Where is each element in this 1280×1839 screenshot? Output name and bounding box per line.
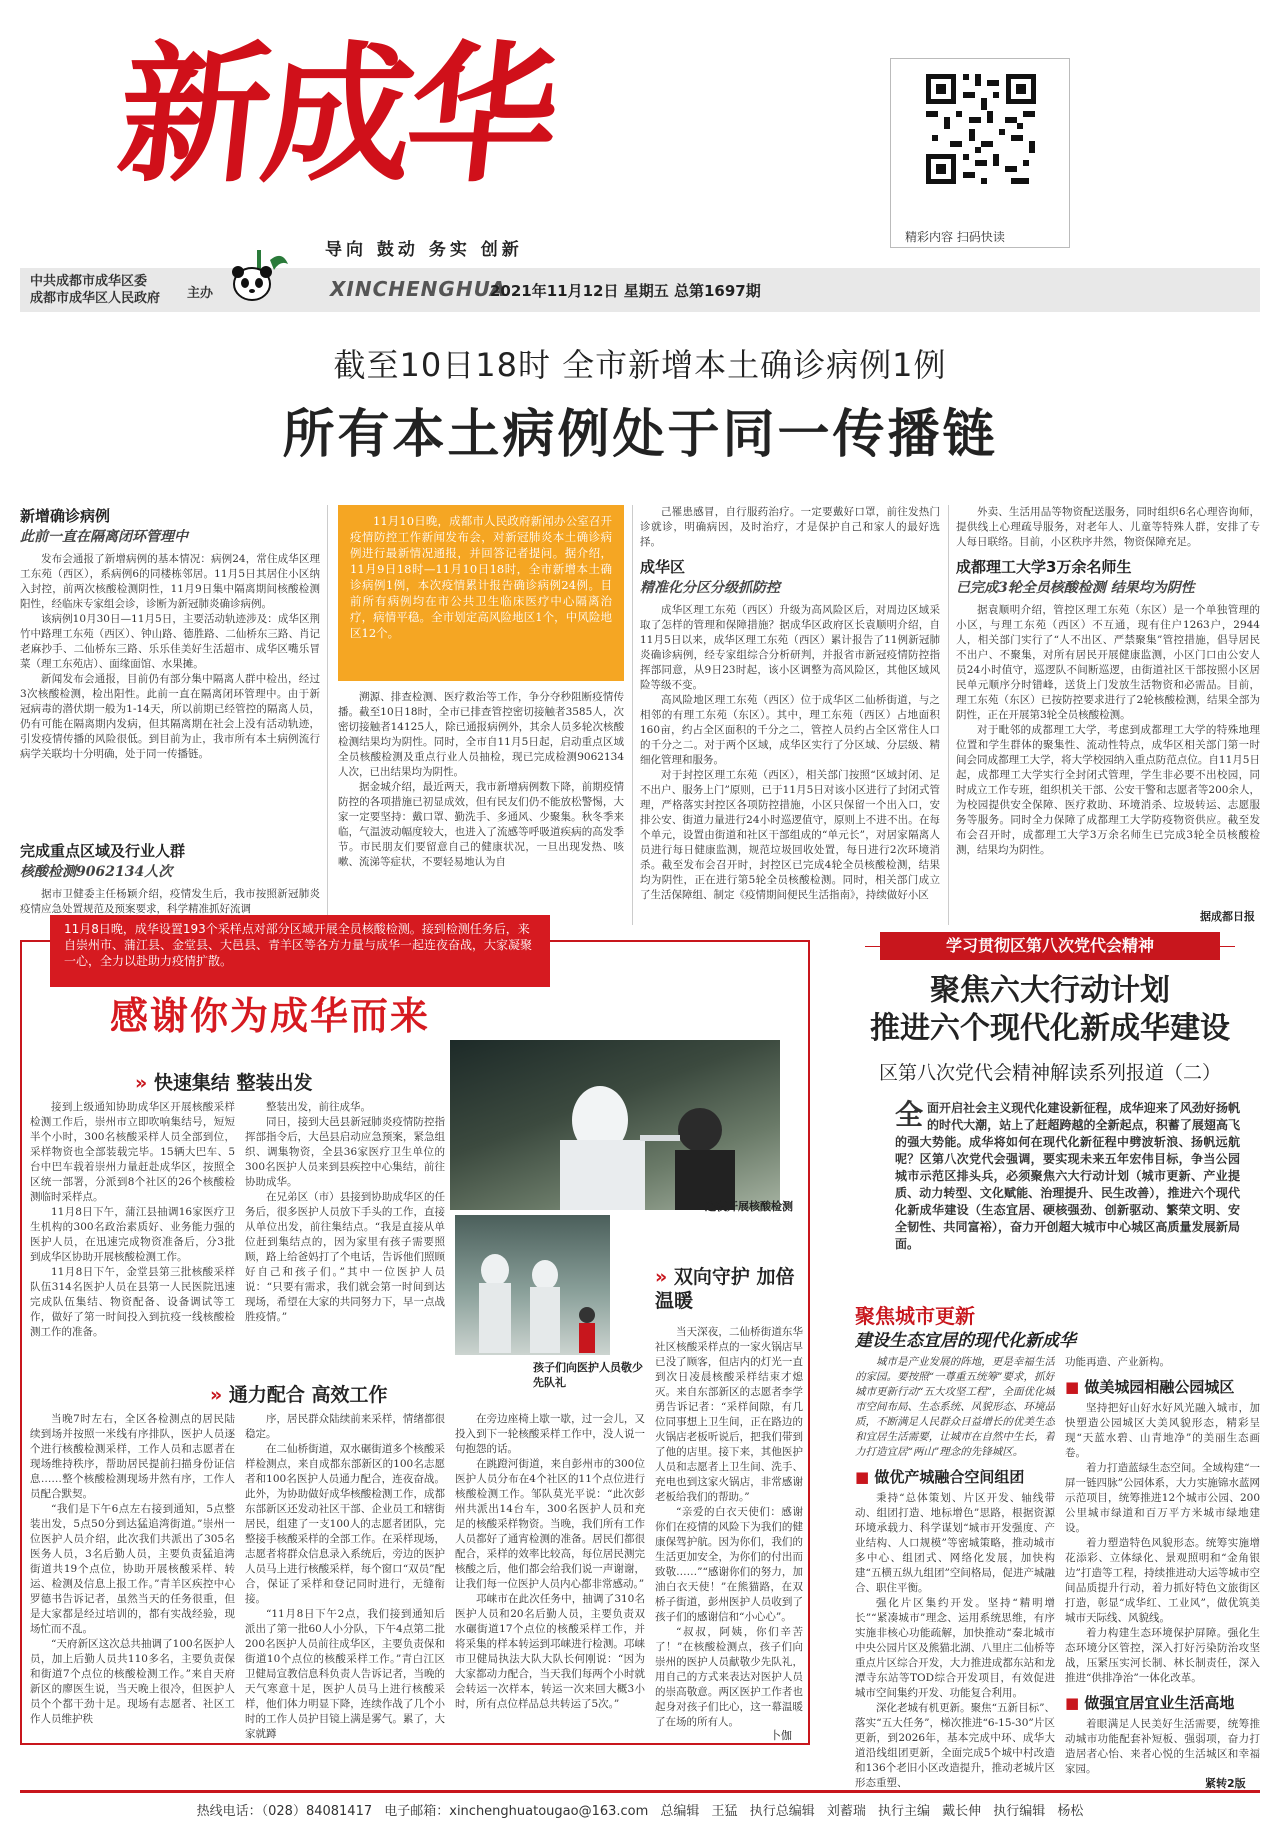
right-column-1	[855, 1355, 1055, 1789]
section-tag: 学习贯彻区第八次党代会精神	[880, 932, 1220, 960]
paragraph: 秉持“总体策划、片区开发、轴线带动、组团打造、地标增色”思路，根据资源环境承载力、科学谋划“城市开发强度、产业结构、人口规模”等密城策略，推动城市多中心、组团式、网络化发展，加快构建“五横五纵九组团”空间格局，促进产城融合、职住平衡。	[855, 1492, 1055, 1594]
right-section-1-heading: 聚焦城市更新	[855, 1304, 975, 1328]
chevron-right-icon: »	[655, 1266, 668, 1288]
right-intro	[895, 1100, 1240, 1288]
lead-column-4	[956, 505, 1260, 900]
footer: 热线电话：（028）84081417 电子邮箱：xinchenghuatougao@163.com 总编辑 王猛 执行总编辑 刘蓄瑞 执行主编 戴长伸 执行编辑 杨松	[196, 1804, 1084, 1819]
dropcap: 全	[895, 1098, 924, 1131]
paragraph: 新闻发布会通报，目前仍有部分集中隔离人群中检出，经过3次核酸检测，检出阳性。此前一直在隔离闭环管理中。由于新冠病毒的潜伏期一般为1-14天，所以前期已经管控的隔离人员，仍有可能在隔离期内发病，但其隔离期在社会上没有活动轨迹，引发疫情传播的风险很低。到目前为止，我市所有本土病例流行病学关联均十分明确，处于同一传播链。	[20, 673, 320, 760]
paragraph: 据袁顺明介绍，管控区理工东苑（东区）是一个单独管理的小区，与理工东苑（西区）不互通，现有住户1263户，2944人，相关部门实行了“人不出区、严禁聚集”管控措施，倡导居民不出户、不聚集，对所有居民开展健康监测，小区门口由公安人员24小时值守，巡逻队不间断巡逻，由街道社区干部按照小区居民单元顺序分时错峰，送货上门发放生活物资和必需品。目前，理工东苑（东区）已按防控要求进行了2轮核酸检测，结果全部为阴性，正在开展第3轮全员核酸检测。	[956, 604, 1260, 721]
lead-subhead: 截至10日18时 全市新增本土确诊病例1例	[333, 346, 947, 384]
right-section-1-subheading: 建设生态宜居的现代化新成华	[855, 1331, 1076, 1351]
feature-section-1-col-2	[245, 1100, 445, 1360]
summary-box	[338, 505, 624, 681]
paragraph: 溯源、排查检测、医疗救治等工作，争分夺秒阻断疫情传播。截至10日18时，全市已排查管控密切接触者3585人，次密切接触者14125人，除已通报病例外，其余人员多轮次核酸检测结果均为阴性。同时，全市自11月5日起，启动重点区域全员核酸检测及重点行业人员抽检，现已完成检测9062134人次，已出结果均为阴性。	[338, 691, 624, 778]
section-heading: 新增确诊病例	[20, 507, 111, 525]
jump-line[interactable]: 紧转2版	[1205, 1777, 1246, 1790]
paragraph: 功能再造、产业新构。	[1065, 1356, 1170, 1368]
paragraph: 着力塑造特色风貌形态。统筹实施增花添彩、立体绿化、景观照明和“金角银边”打造等工程，持续推进动大运等城市空间品质提升行动，着力抓好特色文旅街区打造，彰显“成华红、工业风”，做优筑美城市天际线、风貌线。	[1065, 1537, 1260, 1624]
masthead-slogan: 导向 鼓动 务实 创新	[325, 240, 523, 260]
feature-section-1-col-1	[30, 1100, 235, 1360]
paragraph: 坚持把好山好水好风光融入城市，加快塑造公园城区大美风貌形态，精彩呈现“天蓝水碧、山青地净”的美丽生态画卷。	[1065, 1402, 1260, 1459]
section-subheading: 已完成3轮全员核酸检测 结果均为阴性	[956, 580, 1195, 596]
photo2-caption: 孩子们向医护人员敬少先队礼	[533, 1361, 643, 1389]
paragraph: 邛崃市在此次任务中，抽调了310名医护人员和20名后勤人员，主要负责双水碾街道17个点位的核酸采样工作，并将采集的样本转运到邛崃进行检测。邛崃市卫健局执法大队大队长何刚说：“因为大家都动力配合，当天我们每两个小时就会转运一次样本，转运一次来回大概3小时，所有点位样品总共转运了5次。”	[455, 1593, 645, 1710]
lead-column-3	[640, 505, 940, 925]
right-title-line-2: 推进六个现代化新成华建设	[870, 1011, 1230, 1046]
section-heading: 成都理工大学3万余名师生	[956, 558, 1132, 576]
chevron-right-icon: »	[135, 1072, 148, 1094]
footer-rule	[20, 1790, 1260, 1793]
section-heading: 成华区	[640, 558, 686, 576]
source-credit: 据成都日报	[1200, 910, 1255, 923]
paragraph: 外卖、生活用品等物资配送服务，同时组织6名心理咨询师，提供线上心理疏导服务，对老年人、儿童等特殊人群，安排了专人每日联络。目前，小区秩序井然，物资保障充足。	[956, 506, 1260, 548]
square-bullet-icon: ■	[1065, 1378, 1080, 1396]
feature-section-3-heading: » 双向守护 加倍温暖	[655, 1266, 795, 1312]
paragraph: 城市是产业发展的阵地，更是幸福生活的家园。要按照“一尊重五统筹”要求，抓好城市更新行动“五大攻坚工程”，全面优化城市空间布局、生态系统、风貌形态、环境品质，不断满足人民群众日益增长的优美生态和宜居生活需要，让城市在自然中生长，着力打造宜居“两山”理念的先锋城区。	[855, 1356, 1055, 1458]
photo-children-salute	[455, 1215, 610, 1355]
paragraph: 据金城介绍，最近两天，我市新增病例数下降，前期疫情防控的各项措施已初显成效，但有民友们仍不能放松警惕，大家一定要坚持：戴口罩、勤洗手、多通风、少聚集。秋冬季来临，气温波动幅度较大，也进入了流感等呼吸道疾病的高发季节。市民朋友们要留意自己的健康状况，一旦出现发热、咳嗽、流涕等症状，不要轻易地认为自	[338, 781, 624, 868]
feature-section-2-col-2	[245, 1412, 445, 1740]
summary-text: 11月10日晚，成都市人民政府新闻办公室召开疫情防控工作新闻发布会，对新冠肺炎本土确诊病例进行最新情况通报，并回答记者提问。据介绍，11月9日18时—11月10日18时，全市新增本土确诊病例1例，本次疫情累计报告确诊病例24例。目前所有病例均在市公共卫生临床医疗中心隔离治疗，病情平稳。全市划定高风险地区1个，中风险地区12个。	[350, 514, 612, 640]
feature-banner: 11月8日晚，成华设置193个采样点对部分区域开展全员核酸检测。接到检测任务后，来自崇州市、蒲江县、金堂县、大邑县、青羊区等各方力量与成华一起连夜奋战，大家凝聚一心，全力以赴助力疫情扩散。	[50, 915, 550, 987]
paragraph: 着力打造蓝绿生态空间。全域构建“一屏一链四脉”公园体系，大力实施锦水蓝网示范项目，统筹推进12个城市公园、200公里城市绿道和百万平方米城市绿地建设。	[1065, 1462, 1260, 1534]
paragraph: 对于毗邻的成都理工大学，考虑到成都理工大学的特殊地理位置和学生群体的聚集性、流动性特点，成华区相关部门第一时间会同成都理工大学，将大学校园纳入重点防范点位。自11月5日起，成都理工大学实行全封闭式管理，学生非必要不出校园，同时成立工作专班，组织机关干部、公安干警和志愿者等200余人，为校园提供安全保障、医疗救助、环境消杀、垃圾转运、志愿服务等服务。同时全力保障了成都理工大学防疫物资供应。截至发布会召开时，成都理工大学3万余名师生已完成3轮全员核酸检测，结果均为阴性。	[956, 724, 1260, 856]
paragraph: 据市卫健委主任杨颖介绍，疫情发生后，我市按照新冠肺炎疫情应急处置规范及预案要求，科学精准抓好流调	[20, 888, 320, 915]
paragraph: 在跳蹬河街道，来自彭州市的300位医护人员分布在4个社区的11个点位进行核酸检测工作。邹队莫光平说：“此次彭州共派出14台车，300名医护人员和充足的核酸采样物资。当晚，我们所有工作人员都好了通宵检测的准备。居民们都很配合，采样的效率比较高，每位居民测完核酸之后，他们都会给我们说一声谢谢，让我们每一位医护人员内心都非常感动。”	[455, 1458, 645, 1590]
paragraph: 发布会通报了新增病例的基本情况：病例24，常住成华区理工东苑（西区），系病例6的同楼栋邻居。11月5日其居住小区纳入封控，前两次核酸检测阴性，11月9日集中隔离期间核酸检测阳性，经临床专家组会诊，诊断为新冠肺炎确诊病例。	[20, 553, 320, 610]
panda-icon	[230, 250, 290, 305]
right-title-line-1: 聚焦六大行动计划	[930, 973, 1170, 1008]
right-subtitle: 区第八次党代会精神解读系列报道（二）	[878, 1062, 1221, 1084]
feature-section-2-col-1	[30, 1412, 235, 1737]
sponsor-line-2: 成都市成华区人民政府	[30, 291, 161, 306]
lead-headline[interactable]: 所有本土病例处于同一传播链	[282, 405, 998, 465]
section-heading: 完成重点区域及行业人群	[20, 842, 186, 860]
paragraph: 接到上级通知协助成华区开展核酸采样检测工作后，崇州市立即吹响集结号，短短半个小时，300名核酸采样人员全部到位，采样物资也全部装载完毕。15辆大巴车、5台中巴车载着崇州力量赶赴成华区，按照全区统一部署，分派到8个社区的26个核酸检测临时采样点。	[30, 1101, 235, 1203]
sponsor	[30, 273, 160, 307]
paragraph: 在兄弟区（市）县接到协助成华区的任务后，很多医护人员放下手头的工作，直接从单位出发，前往集结点。“我是直接从单位赶到集结点的，因为家里有孩子需要照顾，路上给爸妈打了个电话，告诉他们照顾好自己和孩子们。”其中一位医护人员说：“只要有需求，我们就会第一时间到达现场，希望在大家的共同努力下，早一点战胜疫情。”	[245, 1191, 445, 1323]
section-subheading: 此前一直在隔离闭环管理中	[20, 529, 188, 545]
paragraph: 着力构建生态环境保护屏障。强化生态环境分区管控，深入打好污染防治攻坚战，压紧压实河长制、林长制责任，深入推进“供排净治”一体化改革。	[1065, 1627, 1260, 1684]
qr-code[interactable]	[890, 58, 1070, 248]
paragraph: 高风险地区理工东苑（西区）位于成华区二仙桥街道，与之相邻的有理工东苑（东区）。其中，理工东苑（西区）占地面积160亩，约占全区面积的千分之二，管控人员约占全区常住人口的千分之二。对于两个区域，成华区实行了分区域、分层级、精细化管理和服务。	[640, 694, 940, 766]
paragraph: 该病例10月30日—11月5日，主要活动轨迹涉及：成华区荆竹中路理工东苑（西区）、钟山路、德胜路、二仙桥东三路、肖记老麻抄手、二仙桥东三路、乐乐佳美好生活超市、成华区嘴乐冒菜（理工东苑店）、面缘面馆、水果摊。	[20, 613, 320, 670]
feature-section-2-col-3	[455, 1412, 645, 1737]
sponsor-line-1: 中共成都市成华区委	[30, 274, 148, 289]
paragraph: 强化片区集约开发。坚持“精明增长”“紧凑城市”理念、运用系统思维，有序实施非核心功能疏解，加快推动“秦北城市中央公园片区及熊猫北湖、八里庄二仙桥等重点片区综合开发，大力推进成都东站和龙潭寺东站等TOD综合开发项目，有效促进城市空间集约开发、功能复合利用。	[855, 1597, 1055, 1699]
paragraph: 成华区理工东苑（西区）升级为高风险区后，对周边区域采取了怎样的管理和保障措施？据成华区政府区长袁顺明介绍，自11月5日以来，成华区理工东苑（西区）累计报告了11例新冠肺炎确诊病例，经专家组综合分析研判，并报省市新冠疫情防控指挥部同意，从9日23时起，该小区调整为高风险区，其他区域风险等级不变。	[640, 604, 940, 691]
lead-column-2	[338, 690, 624, 925]
paragraph: “我们是下午6点左右接到通知，5点整装出发，5点50分到达猛追湾街道。”崇州一位医护人员介绍，此次我们共派出了305名医务人员，3名后勤人员，主要负责猛追湾街道共19个点位，协助开展核酸采样、转运、检测及信息上报工作。”青羊区疾控中心罗德书告诉记者，虽然当天的任务很重，但是大家都是经过培训的，都有实战经验，现场忙而不乱。	[30, 1503, 235, 1635]
feature-section-3-col	[655, 1325, 803, 1728]
masthead-title: 新成华	[110, 27, 562, 203]
paragraph: 对于封控区理工东苑（西区），相关部门按照“区域封闭、足不出户、服务上门”原则，已于11月5日对该小区进行了封闭式管理，严格落实封控区各项防控措施，小区只保留一个出入口，安排公安、街道力量进行24小时巡逻值守，原则上不进不出。在每个单元，设置由街道和社区干部组成的“单元长”，对居家隔离人员进行每日健康监测，规范垃圾回收处置，每日进行2次环境消杀。截至发布会召开时，封控区已完成4轮全员核酸检测，结果均为阴性，正在进行第5轮全员核酸检测。同时，相关部门成立了生活保障组、制定《疫情期间便民生活指南》，持续做好小区	[640, 769, 940, 901]
paragraph: 深化老城有机更新。聚焦“五新目标”、落实“五大任务”，梯次推进“6-15-30”片区更新，到2026年，基本完成中环、成华大道沿线组团更新，全面完成5个城中村改造和136个老旧小区改造提升，推动老城片区形态重塑、	[855, 1702, 1055, 1789]
subsection-heading: ■ 做优产城融合空间组团	[855, 1468, 1025, 1486]
paragraph: 当晚7时左右，全区各检测点的居民陆续到场并按照一米线有序排队，医护人员逐个进行核酸检测采样，工作人员和志愿者在现场维持秩序，帮助居民提前扫描身份证信息……整个核酸检测现场井然有序，工作人员配合默契。	[30, 1413, 235, 1500]
feature-section-2-heading: » 通力配合 高效工作	[210, 1384, 388, 1406]
paragraph: 同日，接到大邑县新冠肺炎疫情防控指挥部指令后，大邑县启动应急预案，紧急组织、调集物资，全县36家医疗卫生单位的300名医护人员来到县疾控中心集结，前往协助成华。	[245, 1116, 445, 1188]
masthead-pinyin: XINCHENGHUA	[330, 277, 507, 301]
paragraph: 11月8日下午，蒲江县抽调16家医疗卫生机构的300名政治素质好、业务能力强的医护人员，在迅速完成物资准备后，分3批到成华区协助开展核酸检测工作。	[30, 1206, 235, 1263]
paragraph: 在旁边座椅上歇一歇，过一会儿，又投入到下一轮核酸采样工作中，没人说一句抱怨的话。	[455, 1413, 645, 1455]
paragraph: 在二仙桥街道，双水碾街道多个核酸采样检测点，来自成都东部新区的100名志愿者和100名医护人员通力配合，连夜奋战。此外，为协助做好成华核酸检测工作，成都东部新区还发动社区干部、企业员工和辖街居民，组建了一支100人的志愿者团队，完整接手核酸采样的全部工作。在采样现场，志愿者将群众信息录入系统后，旁边的医护人员马上进行核酸采样，每个窗口“双员”配合，保证了采样和登记同时进行，无缝衔接。	[245, 1443, 445, 1605]
paragraph: 当天深夜，二仙桥街道东华社区核酸采样点的一家火锅店早已没了顾客，但店内的灯光一直到次日凌晨核酸采样结束才熄灭。来自东部新区的志愿者李学勇告诉记者：“采样间隙，有几位同事想上卫生间，正在路边的火锅店老板听说后，把我们带到了他的店里。接下来，其他医护人员和志愿者上卫生间、洗手、充电也到这家火锅店，非常感谢老板给我们的帮助。”	[655, 1326, 803, 1503]
subsection-heading: ■ 做美城园相融公园城区	[1065, 1378, 1235, 1396]
intro-text: 全面开启社会主义现代化建设新征程，成华迎来了风劲好扬帆的时代大潮，站上了赶超跨越的全新起点，积蓄了展翅高飞的强大势能。成华将如何在现代化新征程中劈波斩浪、扬帆远航呢？区第八次党代会强调，要实现未来五年宏伟目标，争当公园城市示范区排头兵，必须聚焦六大行动计划（城市更新、产业提质、动力转型、文化赋能、治理提升、民生改善），推进六个现代化新成华建设（生态宜居、硬核强劲、创新驱动、繁荣文明、安全韧性、共同富裕），奋力开创超大城市中心城区高质量发展新局面。	[895, 1098, 1240, 1251]
photo-night-testing	[450, 1040, 780, 1210]
square-bullet-icon: ■	[855, 1468, 870, 1486]
right-title[interactable]	[850, 972, 1250, 1048]
subsection-heading: ■ 做强宜居宜业生活高地	[1065, 1694, 1235, 1712]
paragraph: “11月8日下午2点，我们接到通知后派出了第一批60人小分队，下午4点第二批200名医护人员前往成华区，主要负责保和街道10个点位的核酸采样工作。”青白江区卫健局宣教信息科负责人告诉记者，当晚的天气寒意十足，医护人员马上进行核酸采样，他们体力明显下降，连续作战了几个小时的工作人员护目镜上满是雾气。累了，大家就蹲	[245, 1608, 445, 1740]
issue-date: 2021年11月12日 星期五 总第1697期	[490, 282, 761, 300]
chevron-right-icon: »	[210, 1384, 223, 1406]
section-subheading: 精准化分区分级抓防控	[640, 580, 780, 596]
section-subheading: 核酸检测9062134人次	[20, 864, 173, 880]
paragraph: 整装出发，前往成华。	[266, 1101, 371, 1113]
feature-section-1-heading: » 快速集结 整装出发	[135, 1072, 313, 1094]
qr-code-icon	[891, 59, 1071, 224]
paragraph: 序，居民群众陆续前来采样，情绪都很稳定。	[245, 1413, 445, 1440]
right-column-2	[1065, 1355, 1260, 1773]
photo-caption: 连夜开展核酸检测	[705, 1200, 793, 1213]
feature-title[interactable]: 感谢你为成华而来	[110, 994, 431, 1038]
square-bullet-icon: ■	[1065, 1694, 1080, 1712]
sponsor-suffix: 主办	[187, 286, 214, 301]
paragraph: 己罹患感冒，自行服药治疗。一定要戴好口罩，前往发热门诊就诊，明确病因，及时治疗，才是保护自己和家人的最好选择。	[640, 506, 940, 548]
lead-column-1	[20, 505, 320, 840]
qr-caption: 精彩内容 扫码快读	[905, 230, 1005, 244]
paragraph: 着眼满足人民美好生活需要，统筹推动城市功能配套补短板、强弱项，奋力打造居者心怡、来者心悦的生活城区和幸福家园。	[1065, 1718, 1260, 1775]
paragraph: “天府新区这次总共抽调了100名医护人员，加上后勤人员共110多名，主要负责保和街道7个点位的核酸检测工作。”来自天府新区的廖医生说，当天晚上很冷，但医护人员个个都干劲十足。现场有志愿者、社区工作人员维护秩	[30, 1638, 235, 1725]
paragraph: “亲爱的白衣天使们：感谢你们在疫情的风险下为我们的健康保驾护航。因为你们，我们的生活更加安全，为你们的付出而致敬……”“感谢你们的努力，加油白衣天使！”在熊猫路，在双桥子街道，彭州医护人员收到了孩子们的感谢信和“小心心”。	[655, 1506, 803, 1623]
paragraph: 11月8日下午，金堂县第三批核酸采样队伍314名医护人员在县第一人民医院迅速完成队伍集结、物资配备、设备调试等工作，做好了第一时间投入到抗疫一线核酸检测工作的准备。	[30, 1266, 235, 1338]
paragraph: “叔叔，阿姨，你们辛苦了！”在核酸检测点，孩子们向崇州的医护人员献敬少先队礼，用自己的方式来表达对医护人员的崇高敬意。两区医护工作者也起身对孩子们比心，这一幕温暖了在场的所有人。	[655, 1626, 803, 1728]
byline: 卜伽	[770, 1729, 792, 1742]
